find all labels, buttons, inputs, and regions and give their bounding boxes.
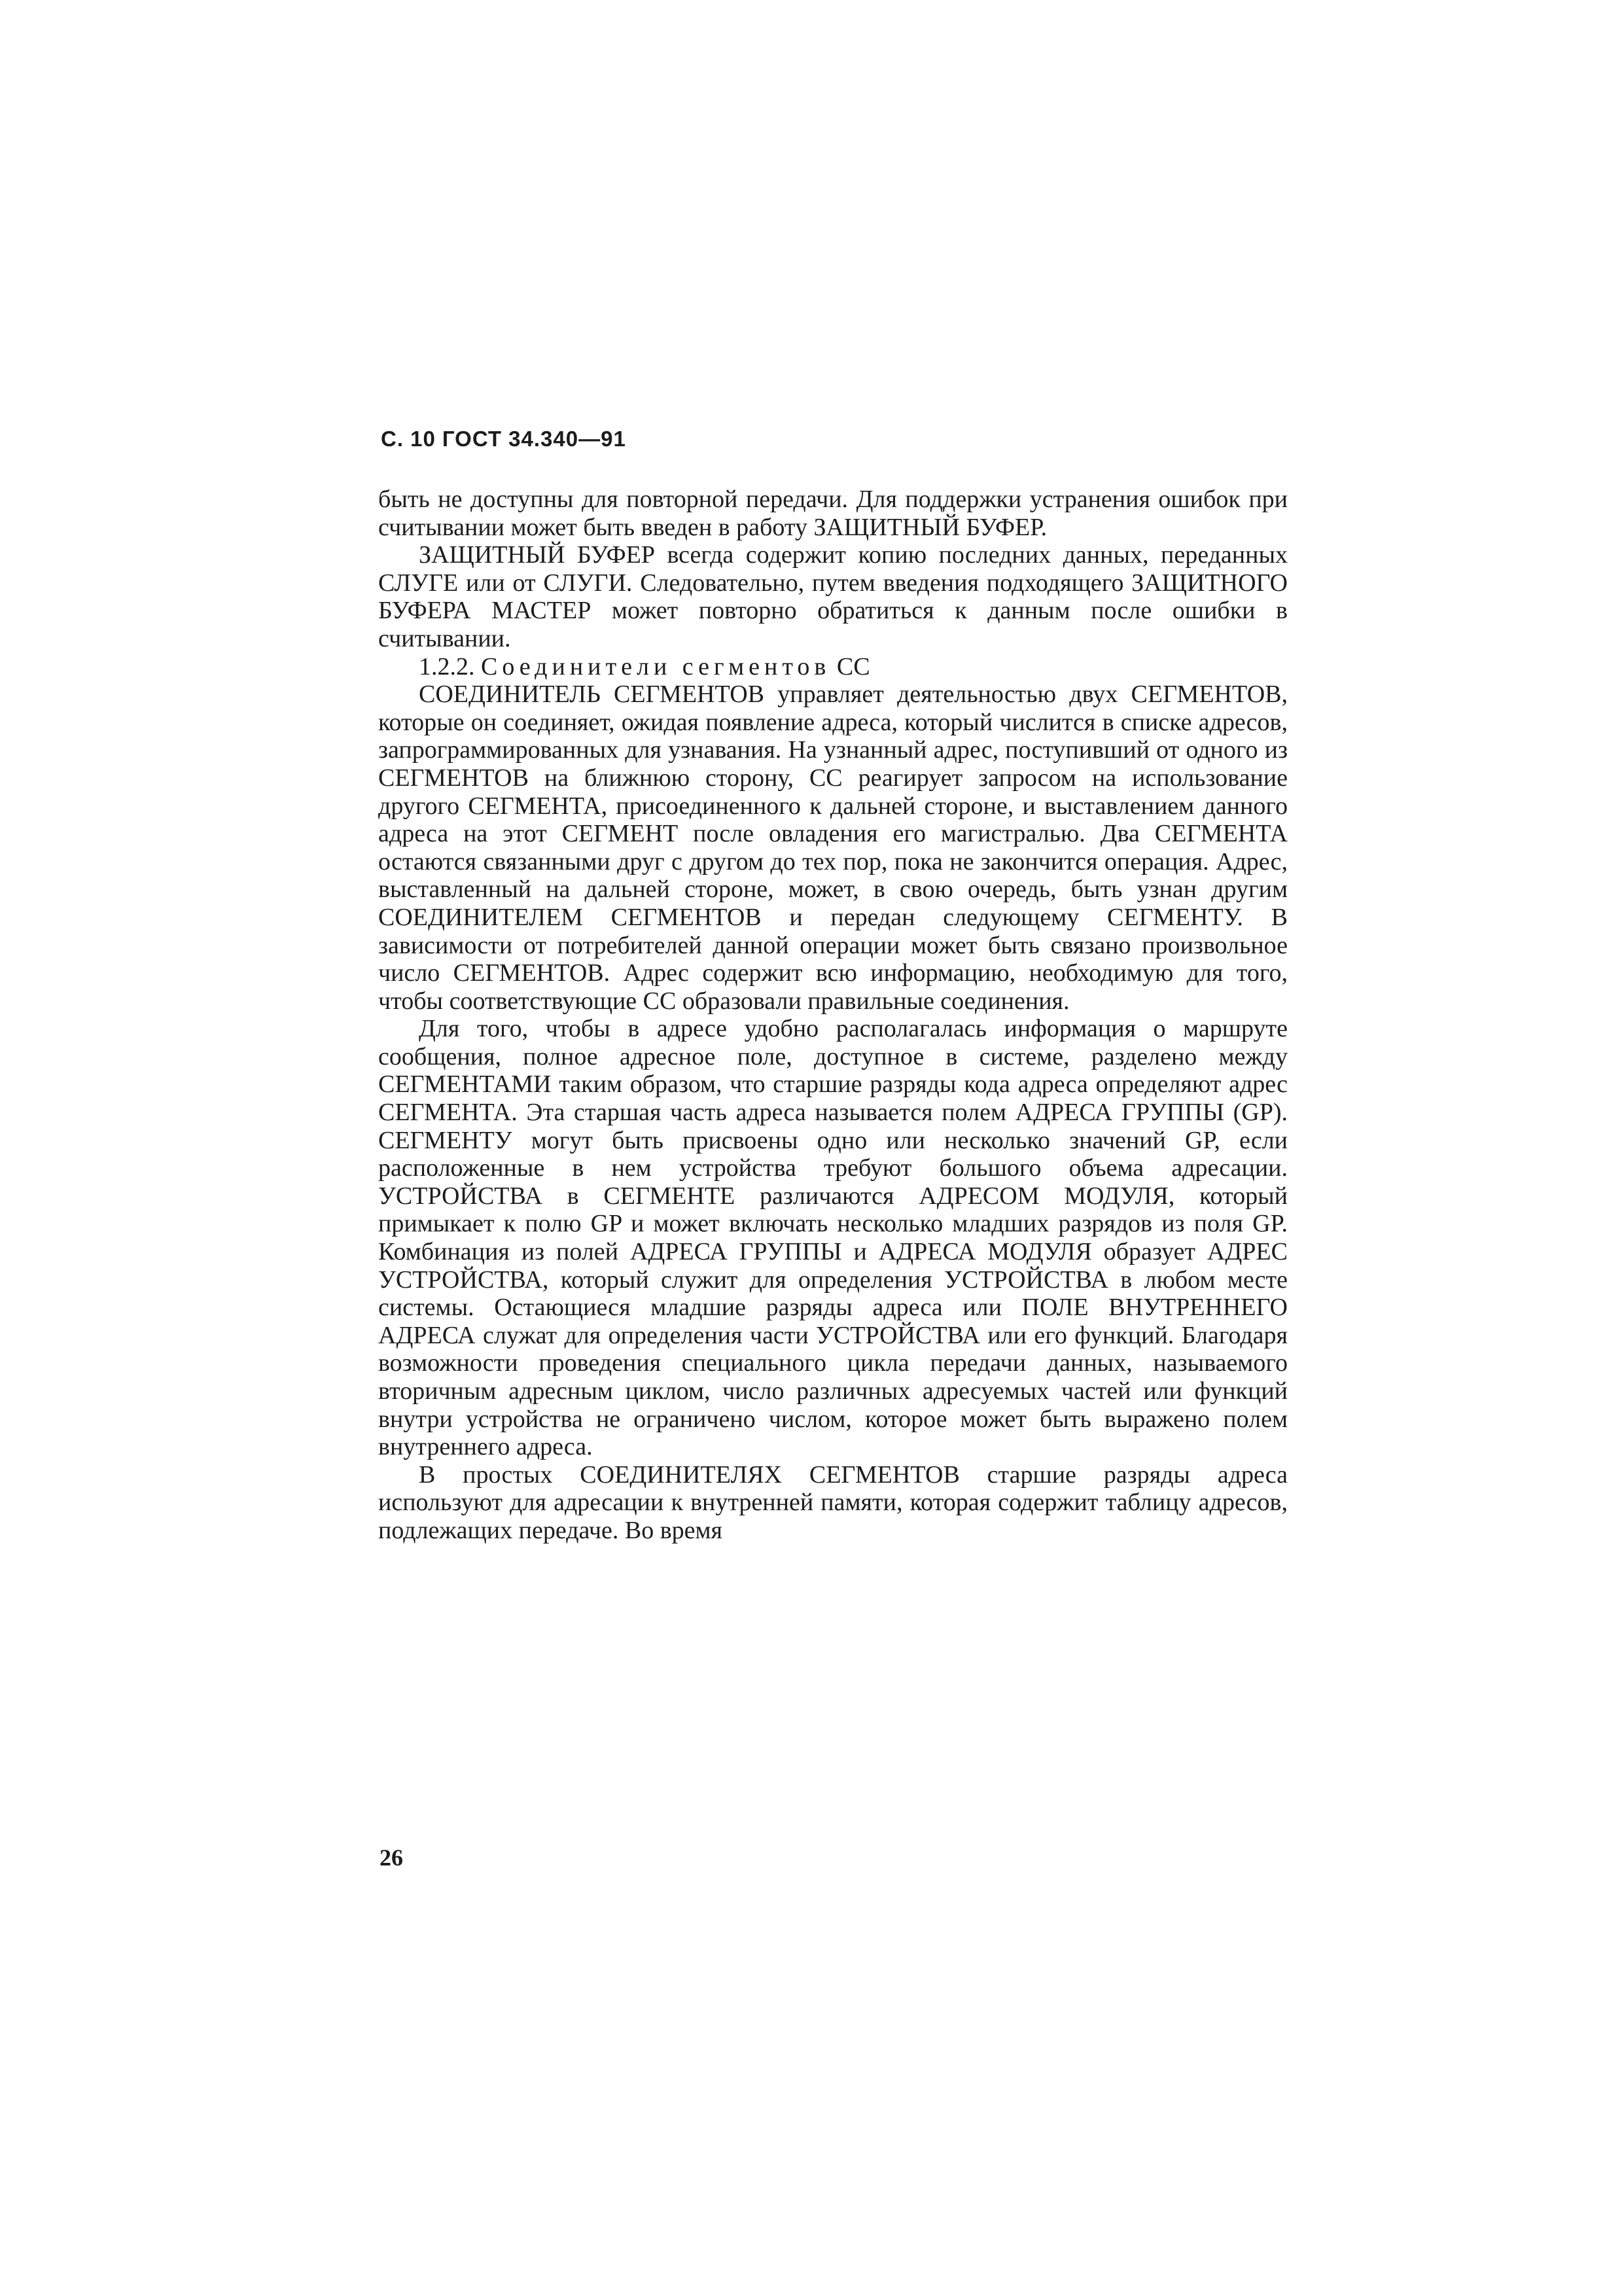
- running-header: [381, 427, 626, 451]
- section-title: Соединители сегментов: [481, 652, 831, 680]
- page-number: 26: [380, 1845, 403, 1871]
- section-abbreviation: СС: [836, 652, 870, 680]
- body-text: [378, 486, 1288, 1545]
- paragraph-address-fields: Для того, чтобы в адресе удобно располагалась информация о маршруте сообщения, полное адресное поле, доступное в системе, разделено между СЕГМЕНТАМИ таким образом, что старшие разряды кода адреса определяют адрес СЕГМЕНТА. Эта старшая часть адреса называется полем АДРЕСА ГРУППЫ (GP). СЕГМЕНТУ могут быть присвоены одно или несколько значений GP, если расположенные в нем устройства требуют большого объема адресации. УСТРОЙСТВА в СЕГМЕНТЕ различаются АДРЕСОМ МОДУЛЯ, который примыкает к полю GP и может включать несколько младших разрядов из поля GP. Комбинация из полей АДРЕСА ГРУППЫ и АДРЕСА МОДУЛЯ образует АДРЕС УСТРОЙСТВА, который служит для определения УСТРОЙСТВА в любом месте системы. Остающиеся младшие разряды адреса или ПОЛЕ ВНУТРЕННЕГО АДРЕСА служат для определения части УСТРОЙСТВА или его функций. Благодаря возможности проведения специального цикла передачи данных, называемого вторичным адресным циклом, число различных адресуемых частей или функций внутри устройства не ограничено числом, которое может быть выражено полем внутреннего адреса.: [378, 1015, 1288, 1461]
- paragraph-continuation: быть не доступны для повторной передачи. Для поддержки устранения ошибок при считывании может быть введен в работу ЗАЩИТНЫЙ БУФЕР.: [378, 486, 1288, 541]
- paragraph-simple-connectors: В простых СОЕДИНИТЕЛЯХ СЕГМЕНТОВ старшие разряды адреса используют для адресации к внутренней памяти, которая содержит таблицу адресов, подлежащих передаче. Во время: [378, 1460, 1288, 1544]
- section-heading: [378, 653, 1288, 681]
- paragraph-protective-buffer: ЗАЩИТНЫЙ БУФЕР всегда содержит копию последних данных, переданных СЛУГЕ или от СЛУГИ. Следовательно, путем введения подходящего ЗАЩИТНОГО БУФЕРА МАСТЕР может повторно обратиться к данным после ошибки в считывании.: [378, 541, 1288, 652]
- standard-designation: ГОСТ 34.340—91: [442, 427, 626, 451]
- section-number: 1.2.2.: [419, 652, 475, 680]
- page-label: С. 10: [381, 427, 436, 451]
- paragraph-segment-connector: СОЕДИНИТЕЛЬ СЕГМЕНТОВ управляет деятельностью двух СЕГМЕНТОВ, которые он соединяет, ожидая появление адреса, который числится в списке адресов, запрограммированных для узнавания. На узнанный адрес, поступивший от одного из СЕГМЕНТОВ на ближнюю сторону, СС реагирует запросом на использование другого СЕГМЕНТА, присоединенного к дальней стороне, и выставлением данного адреса на этот СЕГМЕНТ после овладения его магистралью. Два СЕГМЕНТА остаются связанными друг с другом до тех пор, пока не закончится операция. Адрес, выставленный на дальней стороне, может, в свою очередь, быть узнан другим СОЕДИНИТЕЛЕМ СЕГМЕНТОВ и передан следующему СЕГМЕНТУ. В зависимости от потребителей данной операции может быть связано произвольное число СЕГМЕНТОВ. Адрес содержит всю информацию, необходимую для того, чтобы соответствующие СС образовали правильные соединения.: [378, 680, 1288, 1015]
